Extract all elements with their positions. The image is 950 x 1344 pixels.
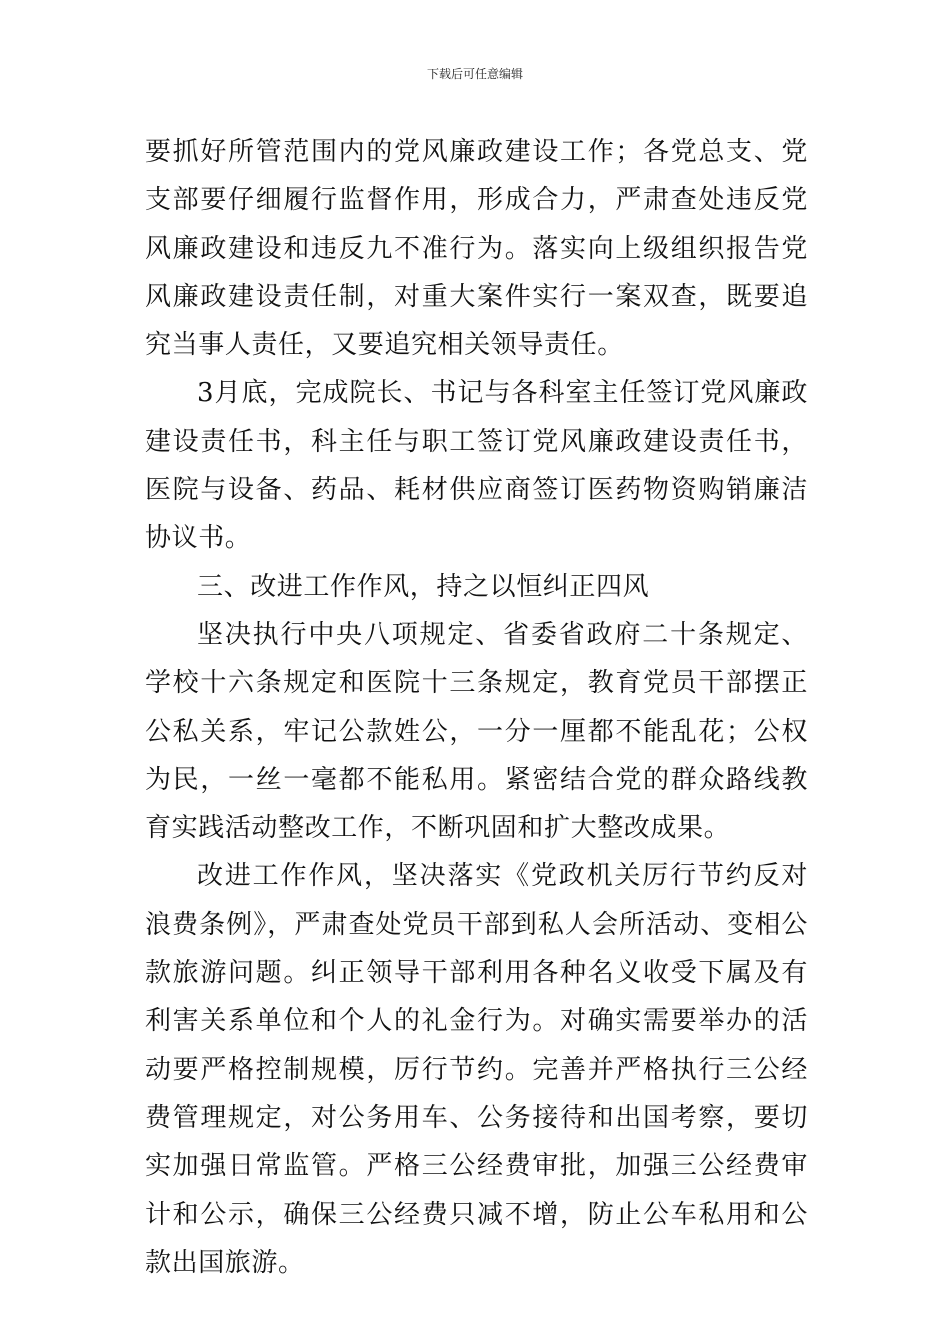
document-body <box>145 128 808 1287</box>
paragraph-continued: 要抓好所管范围内的党风廉政建设工作；各党总支、党支部要仔细履行监督作用，形成合力，严肃查处违反党风廉政建设和违反九不准行为。落实向上级组织报告党风廉政建设责任制，对重大案件实行一案双查，既要追究当事人责任，又要追究相关领导责任。 <box>145 137 808 361</box>
paragraph-eight-rules: 坚决执行中央八项规定、省委省政府二十条规定、学校十六条规定和医院十三条规定，教育党员干部摆正公私关系，牢记公款姓公，一分一厘都不能乱花；公权为民，一丝一毫都不能私用。紧密结合党的群众路线教育实践活动整改工作，不断巩固和扩大整改成果。 <box>145 619 808 844</box>
section-heading-work-style: 三、改进工作作风，持之以恒纠正四风 <box>197 571 650 602</box>
paragraph-responsibility-letters: 3月底，完成院长、书记与各科室主任签订党风廉政建设责任书，科主任与职工签订党风廉政建设责任书，医院与设备、药品、耗材供应商签订医药物资购销廉洁协议书。 <box>145 378 808 554</box>
paragraph-improve-work-style: 改进工作作风，坚决落实《党政机关厉行节约反对浪费条例》，严肃查处党员干部到私人会所活动、变相公款旅游问题。纠正领导干部利用各种名义收受下属及有利害关系单位和个人的礼金行为。对确实需要举办的活动要严格控制规模，厉行节约。完善并严格执行三公经费管理规定，对公务用车、公务接待和出国考察，要切实加强日常监管。严格三公经费审批，加强三公经费审计和公示，确保三公经费只减不增，防止公车私用和公款出国旅游。 <box>145 861 808 1278</box>
page-header-note: 下载后可任意编辑 <box>426 67 523 81</box>
